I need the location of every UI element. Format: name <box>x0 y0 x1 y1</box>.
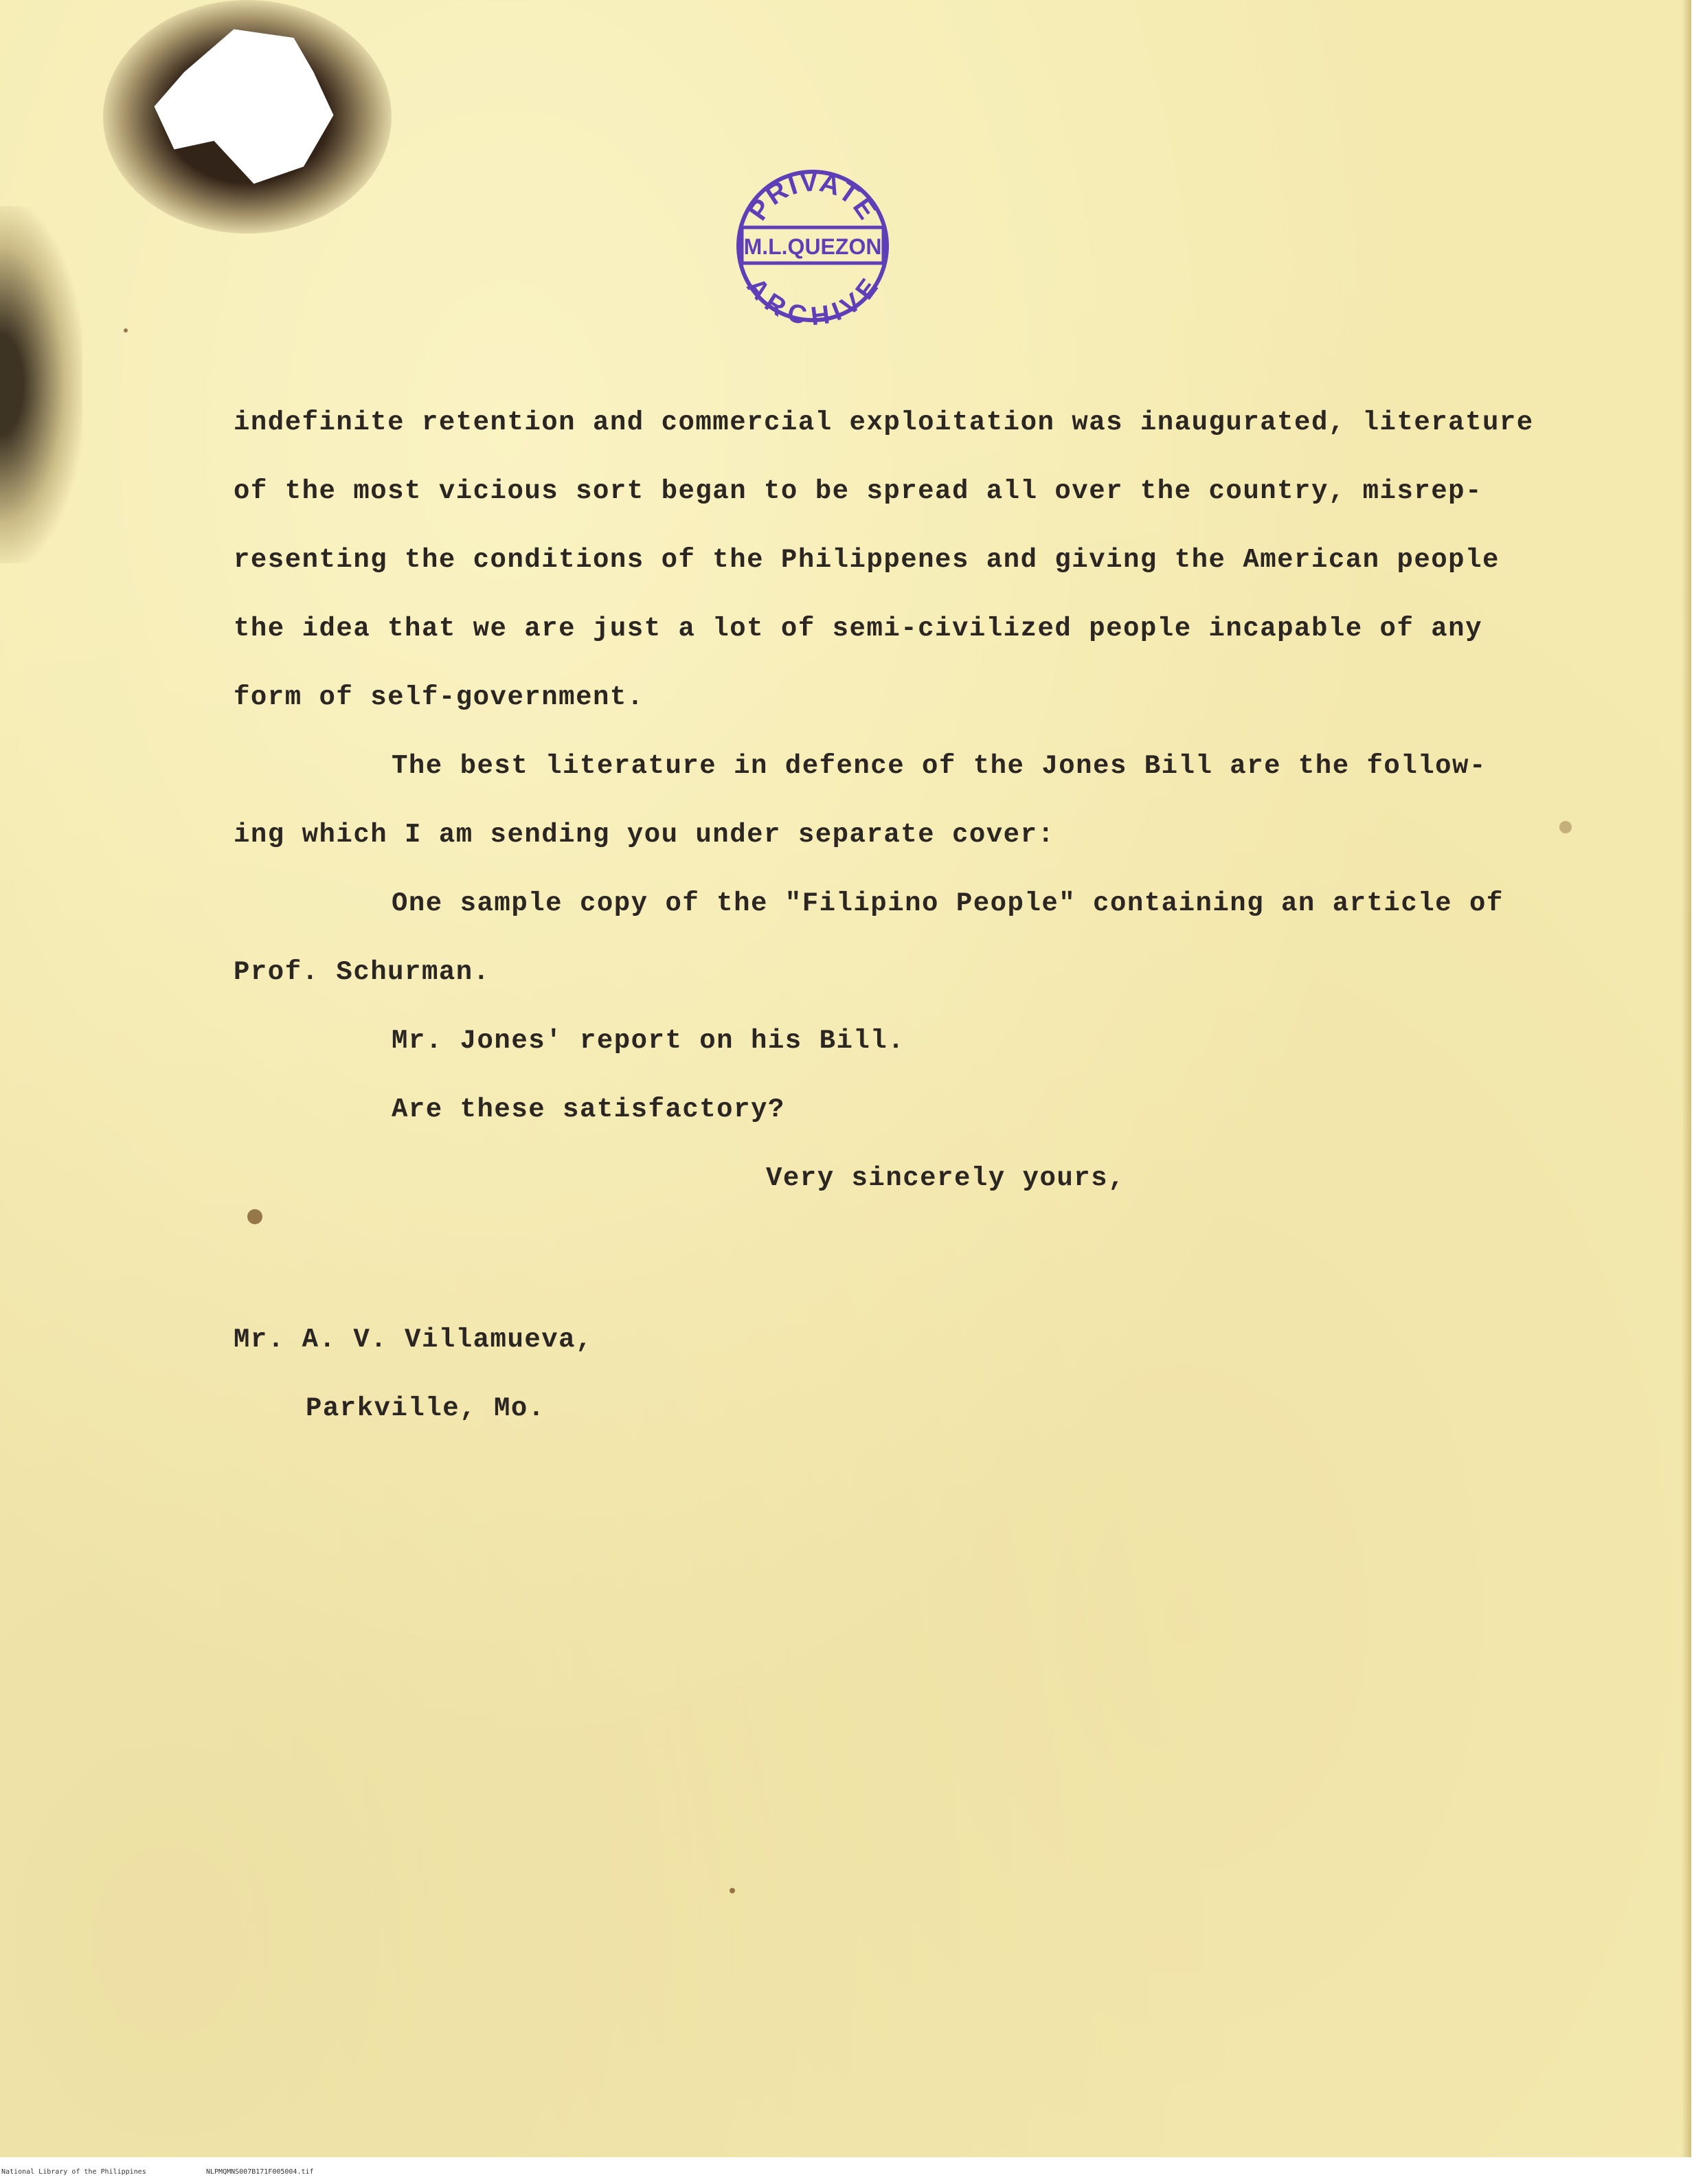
body-line: The best literature in defence of the Jones Bill are the follow- <box>392 751 1487 781</box>
scan-footer <box>0 2161 1705 2184</box>
letter-body <box>234 388 1539 1213</box>
body-line: One sample copy of the "Filipino People" containing an article of <box>392 888 1504 919</box>
addressee-name: Mr. A. V. Villamueva, <box>234 1325 593 1355</box>
addressee-location: Parkville, Mo. <box>306 1393 545 1423</box>
body-line: the idea that we are just a lot of semi-civilized people incapable of any <box>234 613 1482 644</box>
ink-speck <box>730 1888 735 1893</box>
body-line: resenting the conditions of the Philippenes and giving the American people <box>234 545 1500 575</box>
private-archive-stamp <box>734 167 892 325</box>
paper-edge <box>1682 0 1691 2157</box>
burn-edge <box>0 206 82 563</box>
letter-closing: Very sincerely yours, <box>766 1163 1125 1193</box>
body-line: indefinite retention and commercial exploitation was inaugurated, literature <box>234 407 1534 438</box>
addressee-block <box>234 1305 593 1443</box>
body-line: ing which I am sending you under separate cover: <box>234 820 1055 850</box>
footer-source: National Library of the Philippines <box>1 2168 146 2176</box>
body-line: Prof. Schurman. <box>234 957 490 987</box>
body-line: form of self-government. <box>234 682 644 712</box>
stamp-bottom-text: ARCHIVE <box>741 272 885 325</box>
footer-file: NLPMQMNS007B171F005004.tif <box>206 2168 314 2176</box>
stamp-top-text: PRIVATE <box>742 167 883 226</box>
ink-speck <box>1559 821 1572 833</box>
stamp-center-text: M.L.QUEZON <box>743 234 882 259</box>
body-line: Mr. Jones' report on his Bill. <box>392 1026 905 1056</box>
body-line: Are these satisfactory? <box>392 1094 785 1125</box>
body-line: of the most vicious sort began to be spread all over the country, misrep- <box>234 476 1482 506</box>
ink-speck <box>124 328 128 333</box>
